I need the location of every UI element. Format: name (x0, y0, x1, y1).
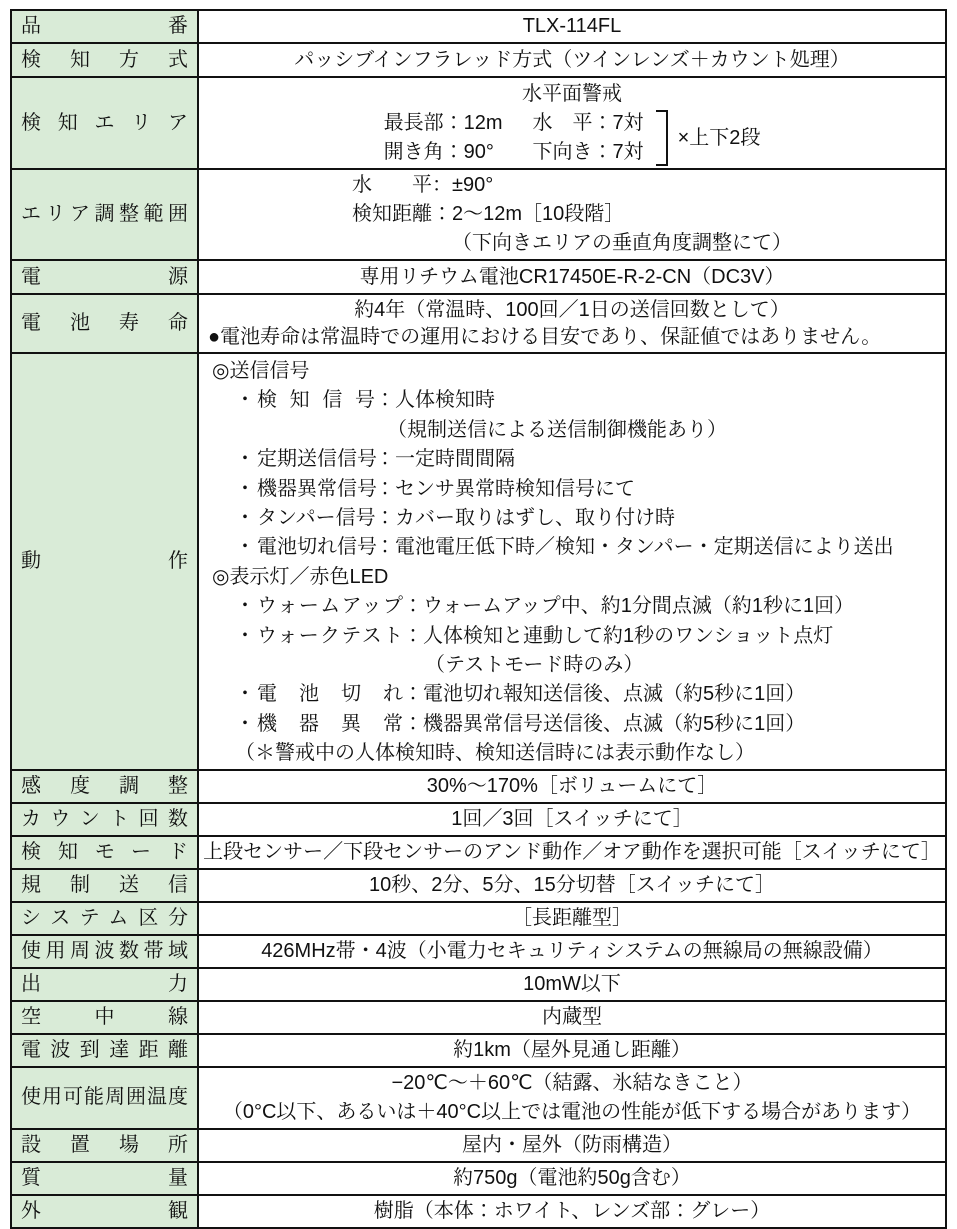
op-item (199, 710, 943, 739)
spec-value: 10mW以下 (198, 968, 946, 1001)
row-battery-life (11, 294, 946, 353)
inline-value: ：±90° (432, 174, 494, 196)
bullet-marker: ・ (235, 507, 255, 530)
op-item-label: 定期送信信号 (257, 448, 377, 471)
battery-life-note: ●電池寿命は常温時での運用における目安であり、保証値ではありません。 (208, 325, 882, 348)
detection-area-detail (203, 109, 941, 167)
spec-value: TLX-114FL (198, 10, 946, 43)
row-antenna (11, 1001, 946, 1034)
op-item-label: 機器異常 (257, 712, 403, 735)
op-item-text: ：カバー取りはずし、取り付け時 (375, 507, 675, 530)
op-item-label: ウォークテスト (257, 624, 403, 647)
spec-label: エリア調整範囲 (11, 169, 198, 260)
op-item (199, 533, 943, 562)
spec-label: 品番 (11, 10, 198, 43)
op-item-text: ：機器異常信号送信後、点滅（約5秒に1回） (403, 712, 806, 735)
detection-area-heading: 水平面警戒 (522, 83, 622, 105)
spec-value (198, 169, 946, 260)
op-item-label: 検知信号 (257, 389, 375, 412)
bullet-marker: ・ (235, 624, 255, 647)
op-item-text: ：一定時間間隔 (375, 448, 515, 471)
spec-value: ［長距離型］ (198, 902, 946, 935)
op-continuation: （テストモード時のみ） (425, 654, 644, 677)
detection-area-col-right (532, 109, 643, 167)
op-item (199, 475, 943, 504)
detection-area-line (532, 138, 643, 167)
detection-area-line: 最長部：12m (383, 112, 503, 134)
op-item-label: ウォームアップ (257, 595, 403, 618)
spec-value: 樹脂（本体：ホワイト、レンズ部：グレー） (198, 1195, 946, 1228)
spec-value: 30%～170%［ボリュームにて］ (198, 770, 946, 803)
op-item-text: ：電池切れ報知送信後、点滅（約5秒に1回） (403, 683, 806, 706)
detection-area-line: 開き角：90° (383, 141, 494, 163)
spec-label: 動作 (11, 353, 198, 770)
spec-value: 約1km（屋外見通し距離） (198, 1034, 946, 1067)
spec-label: 電波到達距離 (11, 1034, 198, 1067)
inline-label: 下向き (532, 141, 593, 163)
spec-label: 設置場所 (11, 1129, 198, 1162)
row-frequency (11, 935, 946, 968)
spec-label: システム区分 (11, 902, 198, 935)
row-count (11, 803, 946, 836)
inline-value: ：7対 (592, 112, 644, 134)
detection-area-line (532, 109, 643, 138)
row-power (11, 260, 946, 294)
op-item (199, 622, 943, 651)
temperature-line: −20℃～＋60℃（結露、氷結なきこと） (391, 1071, 753, 1094)
op-section-heading: ◎表示灯／赤色LED (212, 565, 389, 588)
op-item-text: ：センサ異常時検知信号にて (375, 477, 635, 500)
spec-value (198, 1067, 946, 1129)
spec-label: 使用可能周囲温度 (11, 1067, 198, 1129)
op-item-label: 機器異常信号 (257, 477, 377, 500)
area-adjust-note: （下向きエリアの垂直角度調整にて） (452, 232, 792, 254)
spec-label: 電源 (11, 260, 198, 294)
spec-value: 1回／3回［スイッチにて］ (198, 803, 946, 836)
area-adjust-block (352, 171, 792, 258)
op-section-heading: ◎送信信号 (212, 360, 310, 382)
area-adjust-line (352, 200, 792, 229)
row-temperature (11, 1067, 946, 1129)
spec-label: 使用周波数帯域 (11, 935, 198, 968)
row-install (11, 1129, 946, 1162)
inline-value: ：7対 (592, 141, 644, 163)
temperature-note: （0°C以下、あるいは＋40°C以上では電池の性能が低下する場合があります） (222, 1100, 922, 1123)
spec-label: 出力 (11, 968, 198, 1001)
spec-value: 約750g（電池約50g含む） (198, 1162, 946, 1195)
row-product-no (11, 10, 946, 43)
battery-life-line: 約4年（常温時、100回／1日の送信回数として） (354, 298, 790, 321)
spec-value: 内蔵型 (198, 1001, 946, 1034)
op-item (199, 680, 943, 709)
op-item (199, 386, 943, 415)
inline-label: 水平 (352, 174, 432, 196)
bullet-marker: ・ (235, 712, 255, 735)
area-adjust-line (352, 171, 792, 200)
spec-value: 屋内・屋外（防雨構造） (198, 1129, 946, 1162)
spec-label: 空中線 (11, 1001, 198, 1034)
multiplier-text: ×上下2段 (677, 126, 761, 149)
inline-label: 検知距離 (352, 203, 432, 225)
row-area-adjust (11, 169, 946, 260)
spec-value (198, 77, 946, 169)
row-radio-range (11, 1034, 946, 1067)
bullet-marker: ・ (235, 683, 255, 706)
op-item-text: ：人体検知時 (375, 389, 495, 412)
spec-label: 規制送信 (11, 869, 198, 902)
right-bracket-shape (656, 110, 668, 166)
spec-value: 10秒、2分、5分、15分切替［スイッチにて］ (198, 869, 946, 902)
spec-label: 検知方式 (11, 43, 198, 77)
op-item (199, 445, 943, 474)
row-sensitivity (11, 770, 946, 803)
bullet-marker: ・ (235, 477, 255, 500)
spec-value: パッシブインフラレッド方式（ツインレンズ＋カウント処理） (198, 43, 946, 77)
bullet-marker: ・ (235, 536, 255, 559)
bullet-marker: ・ (235, 595, 255, 618)
spec-label: カウント回数 (11, 803, 198, 836)
spec-value (198, 353, 946, 770)
op-item-text: ：電池電圧低下時／検知・タンパー・定期送信により送出 (375, 536, 894, 559)
row-system-class (11, 902, 946, 935)
spec-label: 感度調整 (11, 770, 198, 803)
spec-value: 上段センサー／下段センサーのアンド動作／オア動作を選択可能［スイッチにて］ (198, 836, 946, 869)
op-footnote: （＊警戒中の人体検知時、検知送信時には表示動作なし） (235, 742, 755, 765)
row-detection-method (11, 43, 946, 77)
bullet-marker: ・ (235, 448, 255, 471)
inline-label: 水平 (532, 112, 593, 134)
row-output (11, 968, 946, 1001)
op-item (199, 592, 943, 621)
op-item-label: 電池切れ信号 (257, 536, 377, 559)
spec-label: 質量 (11, 1162, 198, 1195)
spec-label: 検知エリア (11, 77, 198, 169)
row-detection-area (11, 77, 946, 169)
op-item-label: タンパー信号 (257, 507, 376, 530)
brace-group (656, 110, 761, 166)
row-operation (11, 353, 946, 770)
detection-area-col-left (384, 109, 503, 167)
op-item-label: 電池切れ (257, 683, 403, 706)
spec-value: 426MHz帯・4波（小電力セキュリティシステムの無線局の無線設備） (198, 935, 946, 968)
op-continuation: （規制送信による送信制御機能あり） (387, 418, 727, 441)
row-detection-mode (11, 836, 946, 869)
spec-value (198, 294, 946, 353)
op-item-text: ：ウォームアップ中、約1分間点滅（約1秒に1回） (403, 595, 855, 618)
inline-value: ：2～12m［10段階］ (432, 203, 625, 225)
op-item (199, 504, 943, 533)
row-regulated-tx (11, 869, 946, 902)
spec-table (10, 9, 947, 1229)
spec-value: 専用リチウム電池CR17450E-R-2-CN（DC3V） (198, 260, 946, 294)
spec-label: 外観 (11, 1195, 198, 1228)
row-weight (11, 1162, 946, 1195)
spec-label: 電池寿命 (11, 294, 198, 353)
spec-label: 検知モード (11, 836, 198, 869)
bullet-marker: ・ (235, 389, 255, 412)
op-item-text: ：人体検知と連動して約1秒のワンショット点灯 (403, 624, 834, 647)
row-appearance (11, 1195, 946, 1228)
